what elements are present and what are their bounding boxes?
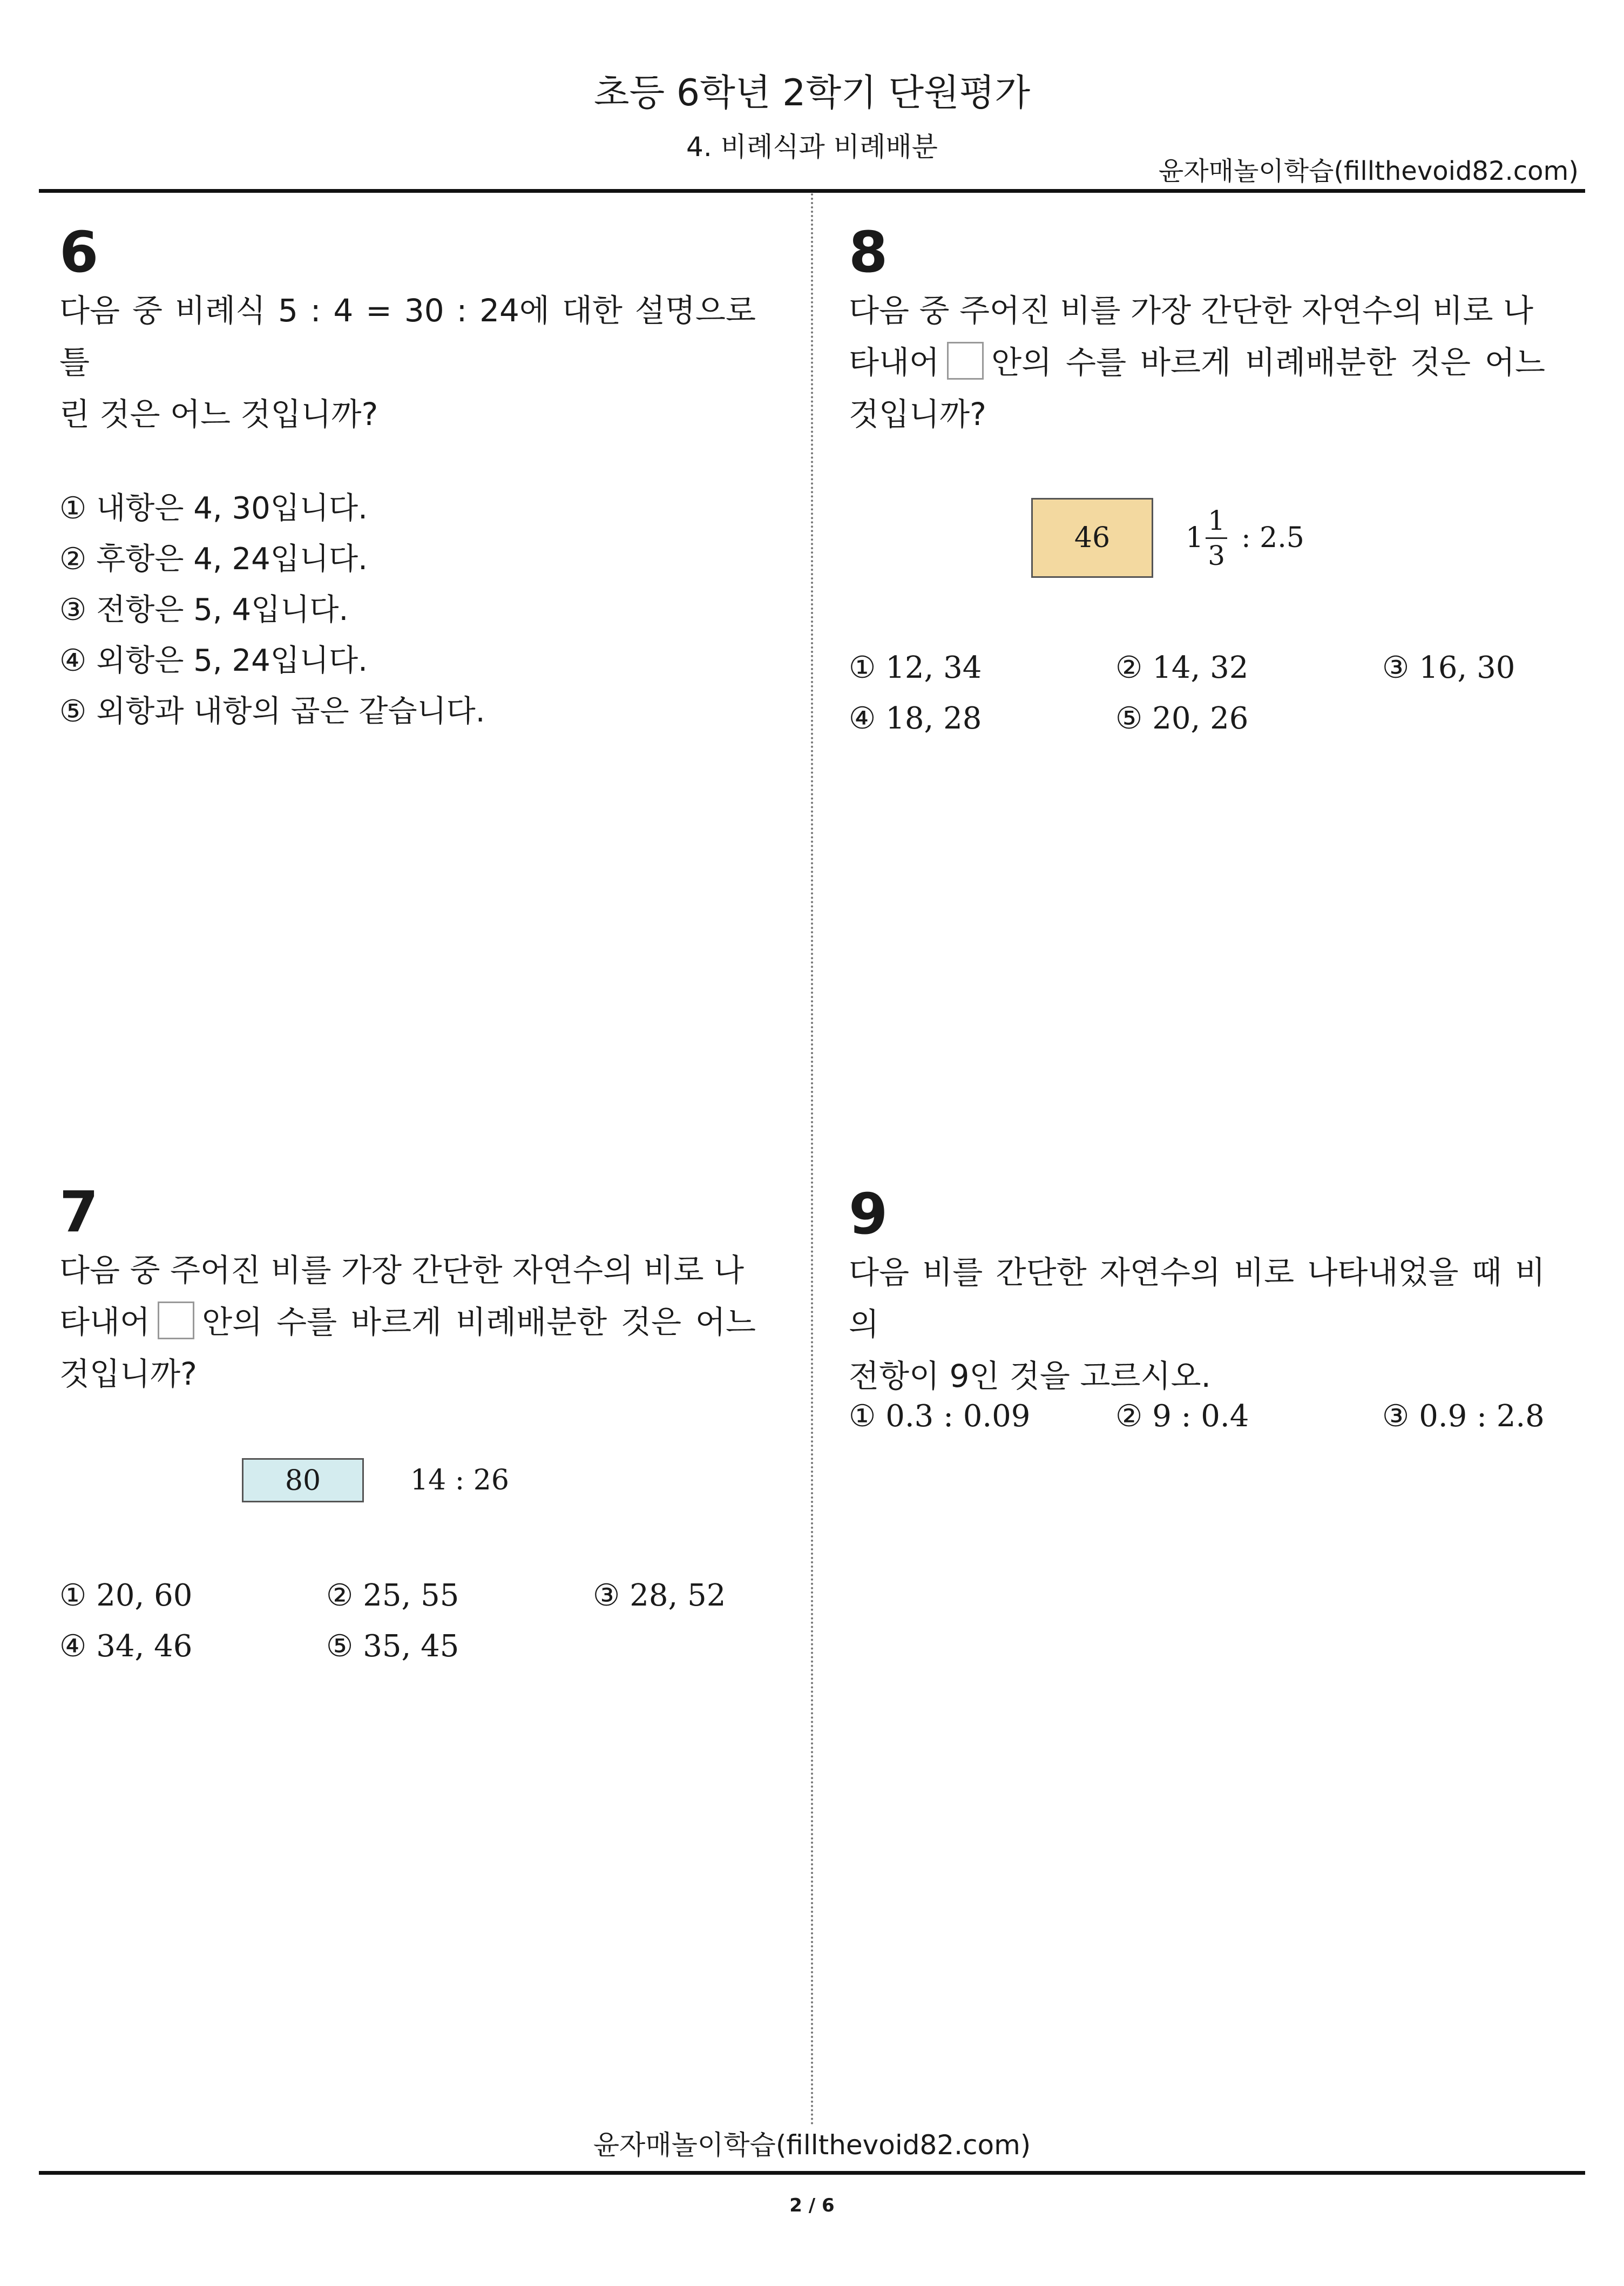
question-text-line: 것입니까? (849, 396, 986, 433)
page-title: 초등 6학년 2학기 단원평가 (593, 72, 1031, 114)
question-number: 8 (849, 219, 888, 285)
option-text: 9 : 0.4 (1152, 1399, 1249, 1434)
option-number: ② (326, 1578, 354, 1613)
footer-rule (39, 2171, 1585, 2175)
option-3[interactable] (1382, 1391, 1545, 1442)
question-number: 7 (59, 1179, 99, 1245)
option-number: ③ (1382, 650, 1410, 685)
question-text-line: 전항이 9인 것을 고르시오. (849, 1358, 1211, 1394)
option-2[interactable] (326, 1570, 459, 1621)
option-text: 14, 32 (1152, 650, 1249, 685)
option-3[interactable] (59, 585, 756, 636)
total-box: 80 (242, 1458, 364, 1502)
question-6 (59, 219, 756, 737)
question-text-line: 린 것은 어느 것입니까? (59, 396, 378, 433)
column-divider (811, 193, 813, 2127)
option-number: ⑤ (1115, 701, 1143, 736)
option-text: 0.9 : 2.8 (1419, 1399, 1545, 1434)
ratio-whole: 1 (1186, 522, 1204, 554)
fraction-denominator: 3 (1208, 540, 1225, 571)
question-text-part: 타내어 (849, 344, 940, 381)
option-number: ⑤ (59, 694, 87, 729)
fraction-numerator: 1 (1208, 504, 1225, 536)
option-text: 20, 26 (1152, 701, 1249, 736)
ratio-rest: : 2.5 (1241, 522, 1304, 554)
option-2[interactable] (1115, 643, 1248, 693)
ratio: 14 : 26 (410, 1464, 509, 1496)
question-number: 6 (59, 219, 99, 285)
question-7 (59, 1179, 756, 1400)
option-2[interactable] (59, 534, 756, 585)
question-text-line: 다음 중 비례식 5 : 4 = 30 : 24에 대한 설명으로 틀 (59, 292, 756, 381)
option-number: ④ (59, 643, 87, 678)
question-text (59, 1244, 756, 1400)
question-text-line: 다음 중 주어진 비를 가장 간단한 자연수의 비로 나 (849, 292, 1534, 329)
option-3[interactable] (1382, 643, 1515, 693)
option-text: 34, 46 (96, 1629, 193, 1664)
question-number: 9 (849, 1181, 888, 1247)
option-text: 전항은 5, 4입니다. (96, 592, 349, 628)
option-number: ① (849, 1399, 876, 1434)
option-text: 내항은 4, 30입니다. (96, 491, 368, 526)
option-1[interactable] (59, 483, 756, 534)
option-number: ② (1115, 1399, 1143, 1434)
option-number: ① (59, 1578, 87, 1613)
option-number: ④ (59, 1629, 87, 1664)
question-text-part: 안의 수를 바르게 비례배분한 것은 어느 (202, 1304, 756, 1340)
question-text (849, 1246, 1545, 1402)
option-text: 20, 60 (96, 1578, 193, 1613)
question-text (59, 285, 756, 440)
option-3[interactable] (593, 1570, 726, 1621)
question-text-line (59, 1296, 756, 1348)
question-text-line: 것입니까? (59, 1356, 197, 1392)
option-grid (849, 1391, 1551, 1442)
option-4[interactable] (59, 1621, 192, 1672)
option-number: ② (59, 542, 87, 577)
page-number: 2 / 6 (789, 2195, 835, 2216)
option-1[interactable] (849, 643, 982, 693)
option-1[interactable] (59, 1570, 192, 1621)
blank-box (158, 1302, 194, 1339)
option-number: ③ (59, 592, 87, 628)
option-text: 0.3 : 0.09 (885, 1399, 1031, 1434)
question-8 (849, 219, 1545, 440)
blank-box (947, 342, 984, 380)
question-9 (849, 1181, 1545, 1402)
option-number: ③ (593, 1578, 620, 1613)
option-text: 외항은 5, 24입니다. (96, 643, 368, 678)
option-number: ② (1115, 650, 1143, 685)
question-text (849, 285, 1545, 440)
option-number: ③ (1382, 1399, 1410, 1434)
option-text: 28, 52 (630, 1578, 726, 1613)
option-text: 25, 55 (363, 1578, 459, 1613)
question-text-line (849, 336, 1545, 388)
option-4[interactable] (849, 693, 982, 744)
option-text: 18, 28 (885, 701, 982, 736)
unit-subtitle: 4. 비례식과 비례배분 (686, 131, 938, 163)
ratio-fraction (1206, 504, 1227, 572)
option-grid (59, 1570, 761, 1672)
option-grid (849, 643, 1551, 744)
option-4[interactable] (59, 636, 756, 686)
option-number: ④ (849, 701, 876, 736)
option-text: 35, 45 (363, 1629, 459, 1664)
option-5[interactable] (1115, 693, 1248, 744)
option-text: 후항은 4, 24입니다. (96, 542, 368, 577)
site-credit-bottom: 윤자매놀이학습(fillthevoid82.com) (593, 2129, 1031, 2161)
option-text: 외항과 내항의 곱은 같습니다. (96, 694, 485, 729)
option-text: 16, 30 (1419, 650, 1515, 685)
question-text-part: 타내어 (59, 1304, 151, 1340)
mixed-ratio (1186, 498, 1304, 578)
option-number: ① (849, 650, 876, 685)
question-text-line: 다음 중 주어진 비를 가장 간단한 자연수의 비로 나 (59, 1252, 745, 1289)
site-credit-top: 윤자매놀이학습(fillthevoid82.com) (1158, 156, 1579, 186)
option-list (59, 483, 756, 737)
option-text: 12, 34 (885, 650, 982, 685)
question-text-part: 안의 수를 바르게 비례배분한 것은 어느 (991, 344, 1545, 381)
header-rule (39, 189, 1585, 193)
option-number: ① (59, 491, 87, 526)
option-5[interactable] (326, 1621, 459, 1672)
option-1[interactable] (849, 1391, 1030, 1442)
option-5[interactable] (59, 686, 756, 737)
question-text-line: 다음 비를 간단한 자연수의 비로 나타내었을 때 비의 (849, 1254, 1545, 1343)
option-number: ⑤ (326, 1629, 354, 1664)
option-2[interactable] (1115, 1391, 1249, 1442)
total-box: 46 (1031, 498, 1153, 578)
